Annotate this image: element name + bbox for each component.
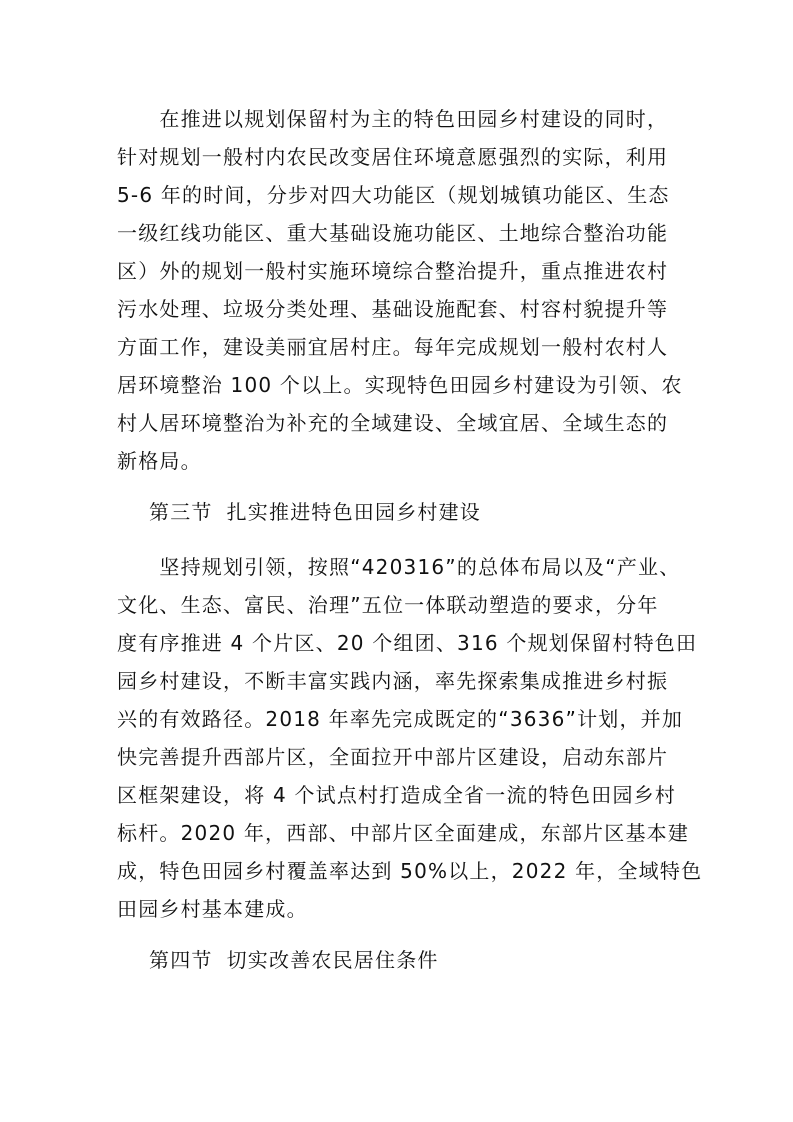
- paragraph-line: 一级红线功能区、重大基础设施功能区、土地综合整治功能: [117, 221, 669, 245]
- paragraph-line: 园乡村建设，不断丰富实践内涵，率先探索集成推进乡村振: [117, 669, 669, 693]
- paragraph-line: 方面工作，建设美丽宜居村庄。每年完成规划一般村农村人: [117, 335, 669, 359]
- paragraph-line: 新格局。: [117, 449, 202, 473]
- section-heading-3: [149, 493, 481, 531]
- paragraph-line: 度有序推进 4 个片区、20 个组团、316 个规划保留村特色田: [117, 631, 698, 655]
- paragraph-line: 兴的有效路径。2018 年率先完成既定的“3636”计划，并加: [117, 707, 684, 731]
- paragraph-line: 污水处理、垃圾分类处理、基础设施配套、村容村貌提升等: [117, 297, 669, 321]
- paragraph-line: 5-6 年的时间，分步对四大功能区（规划城镇功能区、生态: [117, 183, 670, 207]
- paragraph-line: 成，特色田园乡村覆盖率达到 50%以上，2022 年，全域特色: [117, 859, 703, 883]
- paragraph-line: 区）外的规划一般村实施环境综合整治提升，重点推进农村: [117, 259, 669, 283]
- paragraph-line: 在推进以规划保留村为主的特色田园乡村建设的同时，: [117, 107, 669, 131]
- section-title: 扎实推进特色田园乡村建设: [226, 500, 482, 524]
- paragraph-line: 区框架建设，将 4 个试点村打造成全省一流的特色田园乡村: [117, 783, 677, 807]
- paragraph-line: 坚持规划引领，按照“420316”的总体布局以及“产业、: [117, 555, 681, 579]
- section-title: 切实改善农民居住条件: [226, 948, 439, 972]
- paragraph-line: 村人居环境整治为补充的全域建设、全域宜居、全域生态的: [117, 411, 669, 435]
- section-number: 第四节: [149, 948, 213, 972]
- paragraph-rural-environment: [117, 100, 683, 480]
- paragraph-line: 快完善提升西部片区，全面拉开中部片区建设，启动东部片: [117, 745, 669, 769]
- paragraph-line: 居环境整治 100 个以上。实现特色田园乡村建设为引领、农: [117, 373, 683, 397]
- paragraph-line: 标杆。2020 年，西部、中部片区全面建成，东部片区基本建: [117, 821, 690, 845]
- section-number: 第三节: [149, 500, 213, 524]
- paragraph-line: 针对规划一般村内农民改变居住环境意愿强烈的实际，利用: [117, 145, 669, 169]
- section-heading-4: [149, 941, 439, 979]
- paragraph-featured-villages: [117, 548, 703, 928]
- paragraph-line: 文化、生态、富民、治理”五位一体联动塑造的要求，分年: [117, 593, 659, 617]
- paragraph-line: 田园乡村基本建成。: [117, 897, 308, 921]
